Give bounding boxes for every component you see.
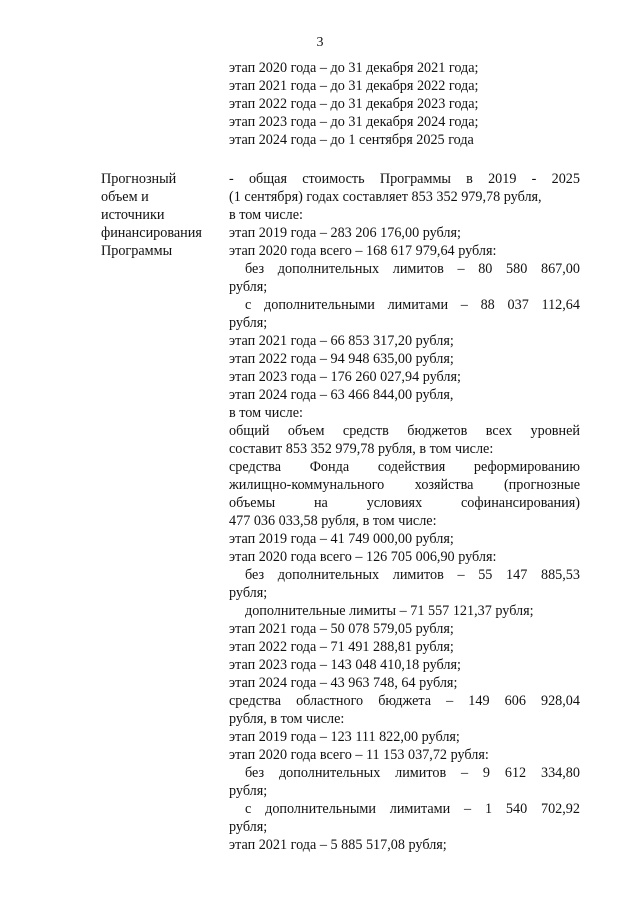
- body-line: рубля;: [229, 585, 268, 601]
- body-line: общий объем средств бюджетов всех уровней: [229, 423, 580, 439]
- top-stage-line: этап 2021 года – до 31 декабря 2022 года;: [229, 78, 479, 94]
- body-line: этап 2020 года всего – 126 705 006,90 рубля:: [229, 549, 497, 565]
- body-line: этап 2024 года – 43 963 748, 64 рубля;: [229, 675, 458, 691]
- body-line: объемы на условиях софинансирования): [229, 495, 580, 511]
- body-line: этап 2021 года – 50 078 579,05 рубля;: [229, 621, 454, 637]
- body-line: средства областного бюджета – 149 606 928,04: [229, 693, 580, 709]
- body-line: рубля;: [229, 783, 268, 799]
- body-line: этап 2021 года – 66 853 317,20 рубля;: [229, 333, 454, 349]
- body-line: без дополнительных лимитов – 80 580 867,00: [245, 261, 580, 277]
- body-line: этап 2020 года всего – 11 153 037,72 рубля:: [229, 747, 489, 763]
- body-line: - общая стоимость Программы в 2019 - 2025: [229, 171, 580, 187]
- body-line: 477 036 033,58 рубля, в том числе:: [229, 513, 437, 529]
- top-stage-line: этап 2024 года – до 1 сентября 2025 года: [229, 132, 474, 148]
- section-label-line: Программы: [101, 243, 173, 259]
- body-line: этап 2019 года – 41 749 000,00 рубля;: [229, 531, 454, 547]
- top-stage-line: этап 2020 года – до 31 декабря 2021 года;: [229, 60, 479, 76]
- body-line: рубля;: [229, 819, 268, 835]
- body-line: рубля;: [229, 279, 268, 295]
- body-line: этап 2019 года – 123 111 822,00 рубля;: [229, 729, 460, 745]
- body-line: этап 2024 года – 63 466 844,00 рубля,: [229, 387, 454, 403]
- page-number: 3: [316, 35, 324, 50]
- body-line: этап 2020 года всего – 168 617 979,64 рубля:: [229, 243, 497, 259]
- body-line: средства Фонда содействия реформированию: [229, 459, 580, 475]
- body-line: этап 2023 года – 176 260 027,94 рубля;: [229, 369, 461, 385]
- body-line: без дополнительных лимитов – 9 612 334,80: [245, 765, 580, 781]
- section-label-line: источники: [101, 207, 165, 223]
- body-line: этап 2022 года – 94 948 635,00 рубля;: [229, 351, 454, 367]
- body-line: этап 2022 года – 71 491 288,81 рубля;: [229, 639, 454, 655]
- body-line: с дополнительными лимитами – 88 037 112,64: [245, 297, 580, 313]
- body-line: (1 сентября) годах составляет 853 352 979,78 рубля,: [229, 189, 542, 205]
- section-label-line: объем и: [101, 189, 149, 205]
- body-line: без дополнительных лимитов – 55 147 885,53: [245, 567, 580, 583]
- body-line: с дополнительными лимитами – 1 540 702,92: [245, 801, 580, 817]
- body-line: жилищно-коммунального хозяйства (прогнозные: [229, 477, 580, 493]
- section-label-line: Прогнозный: [101, 171, 177, 187]
- body-line: этап 2023 года – 143 048 410,18 рубля;: [229, 657, 461, 673]
- body-line: рубля, в том числе:: [229, 711, 345, 727]
- top-stage-line: этап 2022 года – до 31 декабря 2023 года;: [229, 96, 479, 112]
- top-stage-line: этап 2023 года – до 31 декабря 2024 года;: [229, 114, 479, 130]
- section-label-line: финансирования: [101, 225, 202, 241]
- body-line: этап 2021 года – 5 885 517,08 рубля;: [229, 837, 447, 853]
- body-line: этап 2019 года – 283 206 176,00 рубля;: [229, 225, 461, 241]
- body-line: в том числе:: [229, 405, 303, 421]
- body-line: рубля;: [229, 315, 268, 331]
- body-line: дополнительные лимиты – 71 557 121,37 рубля;: [245, 603, 534, 619]
- body-line: составит 853 352 979,78 рубля, в том числе:: [229, 441, 494, 457]
- body-line: в том числе:: [229, 207, 303, 223]
